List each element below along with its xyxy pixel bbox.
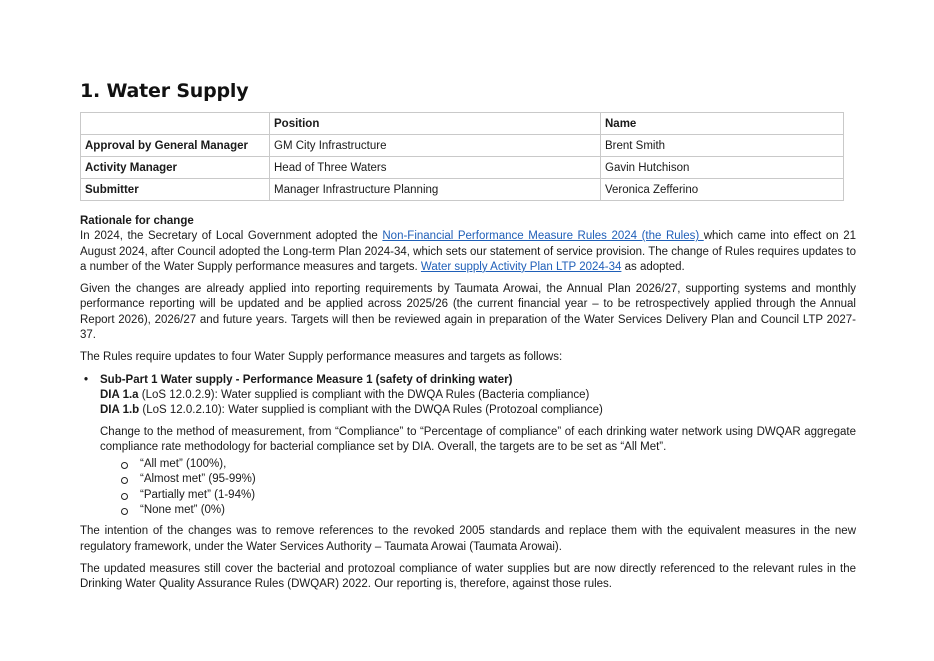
closing-paragraph-2: The updated measures still cover the bacterial and protozoal compliance of water supplies but are now directly referenced to the relevant rules in the Drinking Water Quality Assurance Rules (DWQAR) 2022. Our reporting is, therefore, against those rules.	[80, 562, 856, 591]
measure-list	[80, 373, 856, 419]
level-label: “None met” (0%)	[140, 504, 225, 517]
dia-text: (LoS 12.0.2.10): Water supplied is compliant with the DWQA Rules (Protozoal compliance)	[139, 404, 603, 417]
table-header-name: Name	[601, 113, 844, 135]
list-item	[80, 457, 856, 472]
table-row	[81, 157, 844, 179]
section-title: Water Supply	[106, 80, 249, 102]
rationale-paragraph-2: Given the changes are already applied into reporting requirements by Taumata Arowai, the Annual Plan 2026/27, supporting systems and monthly performance reporting will be updated and be applied across 2025/26 (the current financial year – to be retrospectively applied through the Annual Report 2026), 2026/27 and future years. Targets will then be reviewed again in preparation of the Water Services Delivery Plan and Council LTP 2027-37.	[80, 283, 856, 342]
measure-change-text: Change to the method of measurement, from “Compliance” to “Percentage of compliance” of each drinking water network using DWQAR aggregate compliance rate methodology for bacterial compliance set by DIA. Overall, the targets are to be set as “All Met”.	[100, 425, 856, 453]
circle-bullet-icon	[121, 462, 128, 469]
dia-code: DIA 1.a	[100, 388, 139, 401]
measure-title: Sub-Part 1 Water supply - Performance Measure 1 (safety of drinking water)	[100, 373, 513, 386]
rationale-heading: Rationale for change	[80, 215, 194, 227]
rationale-paragraph-1	[80, 229, 856, 275]
closing-paragraph-1: The intention of the changes was to remove references to the revoked 2005 standards and replace them with the equivalent measures in the new regulatory framework, under the Water Services Authority – Taumata Arowai (Taumata Arowai).	[80, 525, 856, 553]
dia-text: (LoS 12.0.2.9): Water supplied is compliant with the DWQA Rules (Bacteria compliance)	[138, 388, 590, 401]
list-item	[80, 503, 856, 518]
section-number: 1.	[80, 80, 101, 102]
dia-code: DIA 1.b	[100, 404, 140, 417]
document-body	[80, 214, 856, 600]
circle-bullet-icon	[121, 508, 128, 515]
row-position: GM City Infrastructure	[270, 135, 601, 157]
activity-plan-link[interactable]: Water supply Activity Plan LTP 2024-34	[420, 260, 622, 273]
circle-bullet-icon	[121, 477, 128, 484]
compliance-levels-list	[80, 457, 856, 518]
table-header-position: Position	[270, 113, 601, 135]
section-heading	[80, 80, 248, 102]
table-row	[81, 179, 844, 201]
level-label: “Partially met” (1-94%)	[140, 488, 256, 501]
level-label: “Almost met” (95-99%)	[140, 473, 256, 486]
row-role: Submitter	[81, 179, 270, 201]
row-position: Manager Infrastructure Planning	[270, 179, 601, 201]
rationale-paragraph-3: The Rules require updates to four Water Supply performance measures and targets as follows:	[80, 351, 563, 364]
row-name: Veronica Zefferino	[601, 179, 844, 201]
row-position: Head of Three Waters	[270, 157, 601, 179]
text-run: as adopted.	[621, 260, 685, 273]
measure-dia-b	[100, 403, 856, 418]
list-item	[80, 373, 856, 419]
text-run: which came into effect on 21 August 2024, after Council adopted the Long-term Plan 2024-34, which sets our statement of service provision. The change of Rules requires updates to a number of the Water Supply performance measures and targets.	[80, 230, 857, 273]
approval-table	[80, 112, 844, 201]
row-name: Gavin Hutchison	[601, 157, 844, 179]
row-role: Activity Manager	[81, 157, 270, 179]
text-run: In 2024, the Secretary of Local Government adopted the	[80, 230, 383, 243]
circle-bullet-icon	[121, 493, 128, 500]
list-item	[80, 488, 856, 503]
row-role: Approval by General Manager	[81, 135, 270, 157]
list-item	[80, 472, 856, 487]
level-label: “All met” (100%),	[140, 458, 227, 471]
rules-link[interactable]: Non-Financial Performance Measure Rules 2024 (the Rules)	[382, 230, 704, 243]
table-header-blank	[81, 113, 270, 135]
table-row	[81, 135, 844, 157]
row-name: Brent Smith	[601, 135, 844, 157]
measure-dia-a	[100, 388, 856, 403]
bullet-icon: •	[83, 373, 89, 386]
table-header-row	[81, 113, 844, 135]
